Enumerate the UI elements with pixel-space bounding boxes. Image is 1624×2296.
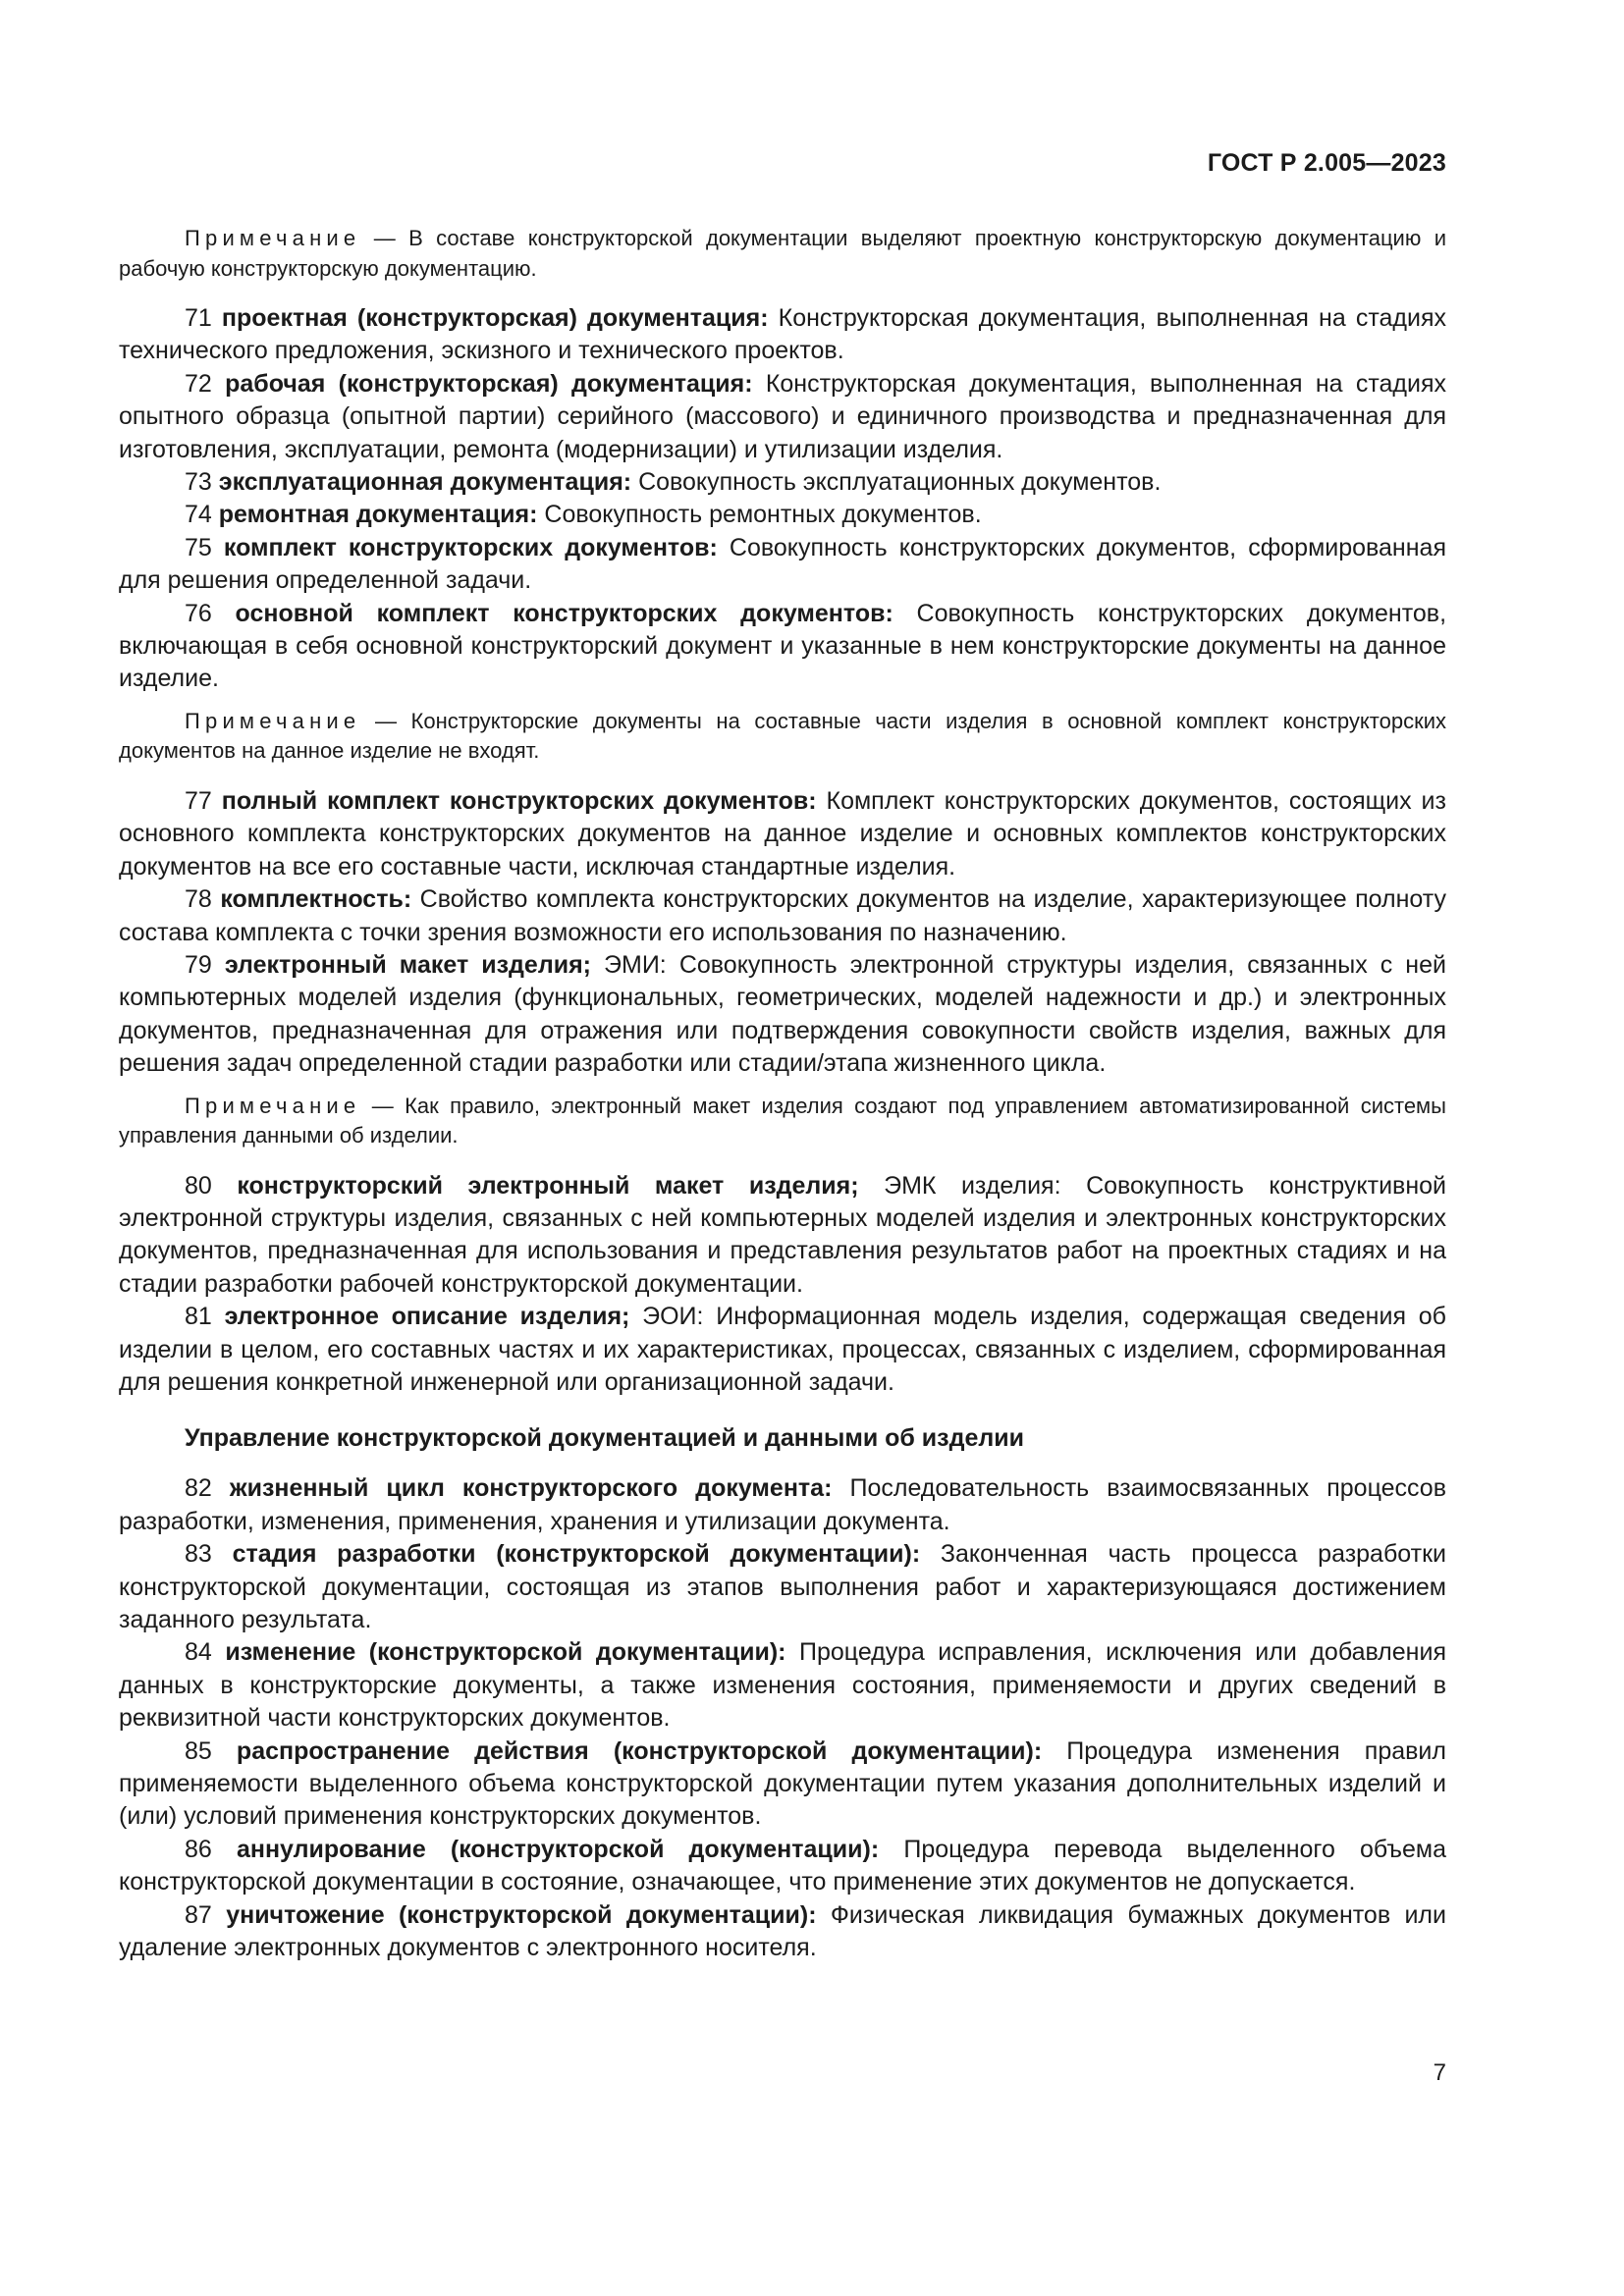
term-name: уничтожение (конструкторской документации): (226, 1900, 817, 1929)
term-name: эксплуатационная документация: (218, 468, 632, 497)
term-entry (119, 1735, 1446, 1834)
term-name: рабочая (конструкторская) документация: (225, 369, 753, 398)
term-number: 76 (185, 599, 212, 627)
term-entry (119, 1636, 1446, 1735)
term-definition: Процедура изменения правил применяемости выделенного объема конструкторской документации путем указания дополнительных изделий и (или) условий применения конструкторских документов. (119, 1736, 1446, 1831)
term-number: 85 (185, 1736, 212, 1765)
term-entry (119, 883, 1446, 949)
term-number: 78 (185, 885, 212, 914)
term-definition: Конструкторская документация, выполненная на стадиях технического предложения, эскизного и технического проектов. (119, 304, 1446, 365)
note-label: Примечание (185, 708, 361, 733)
term-entry (119, 499, 1446, 531)
term-number: 79 (185, 950, 212, 979)
term-definition: Конструкторская документация, выполненная на стадиях опытного образца (опытной партии) серийного (массового) и единичного производства и предназначенная для изготовления, эксплуатации, ремонта (модернизации) и утилизации изделия. (119, 369, 1446, 463)
term-entry (119, 1472, 1446, 1538)
term-name: основной комплект конструкторских документов: (235, 599, 893, 627)
term-entry (119, 598, 1446, 696)
term-entry (119, 949, 1446, 1081)
page-number: 7 (1433, 2059, 1446, 2086)
term-entry (119, 368, 1446, 466)
term-number: 81 (185, 1303, 212, 1331)
term-number: 80 (185, 1171, 212, 1200)
term-number: 73 (185, 468, 212, 497)
term-abbreviation: ЭМК изделия: (884, 1171, 1061, 1200)
term-entry (119, 302, 1446, 368)
term-name: электронное описание изделия; (224, 1303, 630, 1331)
note: Примечание — В составе конструкторской документации выделяют проектную конструкторскую документацию и рабочую конструкторскую документацию. (119, 226, 1446, 281)
term-definition: Совокупность конструкторских документов, сформированная для решения определенной задачи. (119, 533, 1446, 595)
document-body (119, 224, 1446, 1964)
term-number: 86 (185, 1835, 212, 1863)
note: Примечание — Конструкторские документы на составные части изделия в основной комплект конструкторских документов на данное изделие не входят. (119, 708, 1446, 764)
term-name: полный комплект конструкторских документов: (221, 786, 817, 815)
term-number: 83 (185, 1540, 212, 1569)
term-name: комплект конструкторских документов: (223, 533, 718, 561)
term-definition: Законченная часть процесса разработки конструкторской документации, состоящая из этапов выполнения работ и характеризующаяся достижением заданного результата. (119, 1540, 1446, 1633)
term-name: проектная (конструкторская) документация: (221, 304, 769, 332)
term-entry (119, 1538, 1446, 1636)
term-name: аннулирование (конструкторской документации): (236, 1835, 880, 1863)
term-definition: Совокупность ремонтных документов. (544, 501, 982, 529)
term-name: стадия разработки (конструкторской документации): (232, 1540, 921, 1569)
term-definition: Совокупность эксплуатационных документов. (638, 468, 1162, 497)
term-name: комплектность: (220, 885, 412, 914)
term-number: 87 (185, 1900, 212, 1929)
term-name: распространение действия (конструкторской документации): (236, 1736, 1043, 1765)
term-number: 71 (185, 304, 212, 332)
term-name: конструкторский электронный макет изделия; (237, 1171, 859, 1200)
term-definition: Свойство комплекта конструкторских документов на изделие, характеризующее полноту состава комплекта с точки зрения возможности его использования по назначению. (119, 885, 1447, 946)
term-name: ремонтная документация: (218, 501, 538, 529)
term-entry (119, 466, 1446, 499)
section-heading: Управление конструкторской документацией и данными об изделии (185, 1424, 1024, 1453)
term-name: изменение (конструкторской документации): (225, 1638, 786, 1667)
term-name: электронный макет изделия; (224, 950, 591, 979)
term-entry (119, 1899, 1446, 1965)
term-number: 84 (185, 1638, 212, 1667)
term-number: 72 (185, 369, 212, 398)
term-definition: Совокупность конструкторских документов, включающая в себя основной конструкторский документ и указанные в нем конструкторские документы на данное изделие. (119, 599, 1447, 693)
term-definition: Совокупность конструктивной электронной структуры изделия, связанных с ней компьютерных моделей изделия и электронных конструкторских документов, предназначенная для использования и представления результатов работ на проектных стадиях и на стадии разработки рабочей конструкторской документации. (119, 1171, 1446, 1298)
term-definition: Последовательность взаимосвязанных процессов разработки, изменения, применения, хранения и утилизации документа. (119, 1474, 1446, 1535)
term-definition: Процедура перевода выделенного объема конструкторской документации в состояние, означающее, что применение этих документов не допускается. (119, 1835, 1447, 1896)
term-name: жизненный цикл конструкторского документа: (229, 1474, 833, 1503)
term-entry (119, 785, 1446, 883)
note-text: Как правило, электронный макет изделия создают под управлением автоматизированной системы управления данными об изделии. (119, 1093, 1446, 1148)
term-abbreviation: ЭМИ: (604, 950, 667, 979)
term-abbreviation: ЭОИ: (642, 1303, 704, 1331)
term-entry (119, 1170, 1446, 1302)
note-text: В составе конструкторской документации выделяют проектную конструкторскую документацию и рабочую конструкторскую документацию. (119, 226, 1446, 281)
term-entry (119, 1834, 1446, 1899)
note-label: Примечание (185, 1093, 361, 1118)
term-definition: Физическая ликвидация бумажных документов или удаление электронных документов с электронного носителя. (119, 1900, 1446, 1962)
term-number: 77 (185, 786, 212, 815)
term-entry (119, 1301, 1446, 1399)
term-entry (119, 532, 1446, 598)
term-number: 82 (185, 1474, 212, 1503)
note-text: Конструкторские документы на составные части изделия в основной комплект конструкторских документов на данное изделие не входят. (119, 708, 1446, 764)
note-label: Примечание (185, 226, 361, 250)
note: Примечание — Как правило, электронный макет изделия создают под управлением автоматизированной системы управления данными об изделии. (119, 1093, 1446, 1148)
term-definition: Информационная модель изделия, содержащая сведения об изделии в целом, его составных частях и их характеристиках, процессах, связанных с изделием, сформированная для решения конкретной инженерной или организационной задачи. (119, 1303, 1446, 1396)
term-definition: Совокупность электронной структуры изделия, связанных с ней компьютерных моделей изделия (функциональных, геометрических, моделей надежности и др.) и электронных документов, предназначенная для отражения или подтверждения совокупности свойств изделия, важных для решения задач определенной стадии разработки или стадии/этапа жизненного цикла. (119, 950, 1446, 1078)
term-definition: Комплект конструкторских документов, состоящих из основного комплекта конструкторских документов на данное изделие и основных комплектов конструкторских документов на все его составные части, исключая стандартные изделия. (119, 786, 1446, 881)
term-number: 74 (185, 501, 212, 529)
term-definition: Процедура исправления, исключения или добавления данных в конструкторские документы, а также изменения состояния, применяемости и других сведений в реквизитной части конструкторских документов. (119, 1638, 1446, 1733)
document-code-header: ГОСТ Р 2.005—2023 (1207, 149, 1446, 177)
term-number: 75 (185, 533, 212, 561)
